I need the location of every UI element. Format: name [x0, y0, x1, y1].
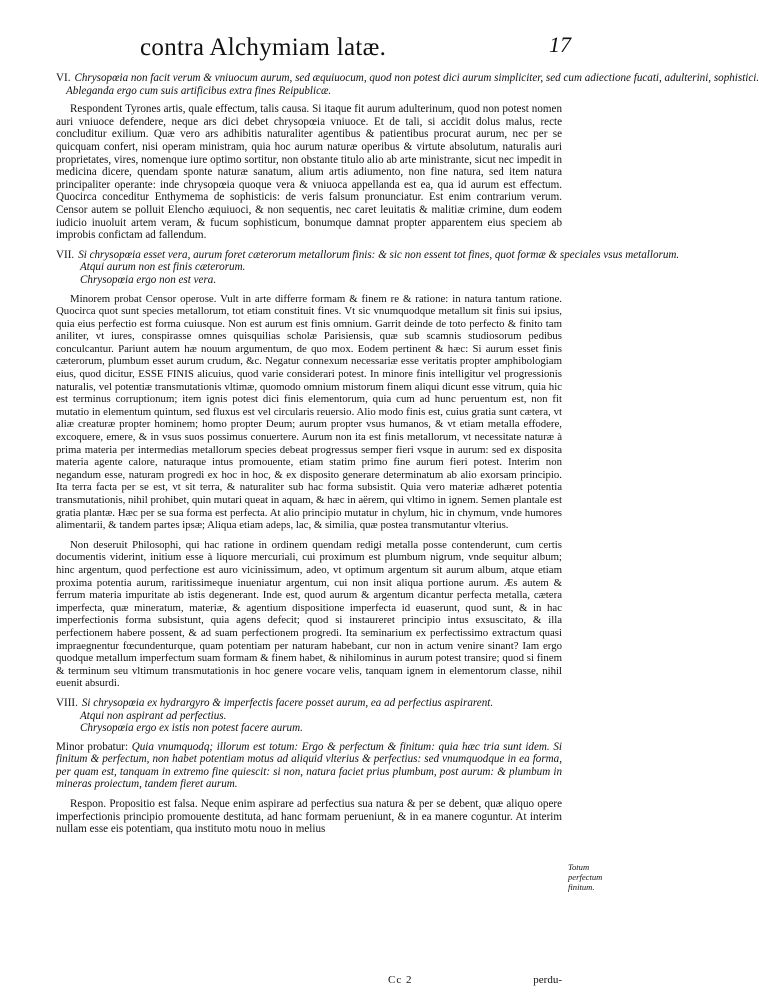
syllogism-vi-label: VI.	[56, 72, 71, 84]
syllogism-viii-major-line	[56, 697, 562, 710]
syllogism-viii-major: Si chrysopœia ex hydrargyro & imperfectis facere posset aurum, ea ad perfectius aspirarent.	[81, 696, 494, 709]
body-column	[56, 72, 759, 843]
syllogism-vi-major-line	[56, 72, 759, 85]
syllogism-viii-label: VIII.	[56, 696, 78, 709]
syllogism-vi	[56, 72, 759, 97]
paragraph-minorem-probat: Minorem probat Censor operose. Vult in arte differre formam & finem re & ratione: in natura tantum ratione. Quocirca quot sunt species metallorum, tot etiam constituit fines. Vt sic vnumquodque metallum sit finis sui ipsius, quia eius perfectio est forma cuiusque. Non est aurum est finis omnium. Garrit deinde de toto perfecto & finito tam aniliter, vt iures, conspirasse omnes quisquilias scholæ Parisiensis, quæ sub scamnis studiosorum pedibus conculcantur. Pariunt autem hæ nouum argumentum, de quo mox. Eodem pertinent & hæc: Si aurum esset finis cæterorum, plumbum esset aurum crudum, &c. Negatur connexum necessariæ esse veritatis propter amphibologiam eius, quod dicitur, ESSE FINIS alicuius, quod varie considerari potest. In minore finis intelligitur vel progressionis naturalis, vel potentiæ transmutationis vltimæ, quomodo omnium mistorum finem aliqui dicunt esse vitrum, quia hic est terminus corruptionum; item ignis potest dici finis elementorum, quia cum ad hunc peruentum est, non fit mutatio in elementum quintum, sed fluxus est vel circularis reuersio. Alio modo finis est, cuius gratia sunt cætera, vt aliæ creaturæ propter hominem; homo propter Deum; aurum propter vsus humanos, & vt etiam metalla effodere, excoquere, emere, & in vsus suos possimus conuertere. Aurum non ita est finis metallorum, vt necessitate naturæ à prima materia per intermedias metallorum species debeat progressus semper fieri vsque in aurum: sed ex disposita materia agente calore, naturaque intus promouente, etiam statim primo fine aurum fieri potest. Interim non negandum esse, naturam progredi ex hoc in hoc, & ex disposito generare determinatum ab alio exorsam principio. Ita terra facta per se est, vt sit terra, & naturaliter sub hac forma subsistit. Quia vero materiæ adhæret potentia transmutationis, nihil prohibet, quin mutari queat in aquam, & hæc in aërem, qui vltimo in ignem. Semen plantale est gratia plantæ. Hæc per se sua forma est perfecta. At alio principio mutatur in chylum, hic in chymum, vnde humores alimentarii, & tandem partes ipsæ; Aliqua etiam adeps, lac, & similia, quæ postea transmutantur vlterius.	[56, 292, 562, 532]
running-head	[140, 34, 579, 74]
syllogism-viii-conclusion: Chrysopœia ergo ex istis non potest facere aurum.	[80, 722, 303, 735]
catchword: perdu-	[533, 974, 562, 986]
signature-mark: Cc 2	[388, 974, 413, 986]
paragraph-non-deseruit: Non deseruit Philosophi, qui hac ratione in ordinem quendam redigi metalla posse contenderunt, cum certis documentis viderint, initium esse à liquore mercuriali, cui proximum est plumbum nigrum, vnde sequitur album; hinc argentum, quod perfectione est auro vicinissimum, adeo, vt optimum argentum sit aurum album, atque etiam proxima potentia aurum, raritissimeque inueniatur argentum, cui non insit aliqua portione aurum. Æs autem & ferrum materia impuritate ab istis degenerant. Inde est, quod aurum & argentum dicantur perfecta metalla, cætera imperfecta, quæ mineratum, materiæ, & agentium dispositione imperfecta id euaserunt, quod sunt, & in hac imperfectionis forma subsistunt, quia agens defecit; quod si instaureret principio intus exsuscitato, & illa perfectionem habere possent, & ad suam perfectionem progredi. Ita seminarium ex perfectissimo extractum quasi impraegnentur fœcundenturque, quam potentiam per naturam habebant, cur non in actum venire sinant? Iam ergo quodque metallum imperfectum suam formam & finem habet, & nihilominus in aurum potest transire; quod si finem & terminum seu vltimum transmutationis in hoc genere vocare velis, tanquam ignem in elementorum classe, nihil euenit absurdi.	[56, 538, 562, 690]
syllogism-vii-minor: Atqui aurum non est finis cæterorum.	[80, 261, 246, 274]
paragraph-responsio-1: Respondent Tyrones artis, quale effectum, talis causa. Si itaque fit aurum adulterinum, quod non potest nomen auri vniuoce defendere, neque ars dici debet chrysopœia vniuoce. Et de tali, si accidit dolus malus, recte concluditur exilium. Quæ vero ars adhibitis naturaliter agentibus & patientibus procurat aurum, nec per se quicquam confert, nisi operam ministram, quia hoc aurum naturæ operibus & virtute absolutum, naturalis auri proprietates, vires, nomenque iure optimo sortitur, non obstante titulo alio ab arte ministrante, sicut nec impedit in medicina dicere, quendam sponte naturæ sanatum, alium artis adiumento, non fine natura, sed item natura principaliter operante: inde chrysopœia quoque vera & vniuoca appellanda est ea, qua id aurum est effectum. Quocirca conceditur Enthymema de sophisticis: de veris falsum pronunciatur. Est enim contrarium verum. Censor autem se polluit Elencho æquiuoci, & non sequentis, nec caret leuitatis & malitiæ crimine, dum eodem iudicio inuoluit artem veram, & fucum sophisticum, bonumque damnat propter apparentem eius speciem ab improbis confictam ad fallendum.	[56, 103, 562, 242]
minor-probatur-block	[56, 741, 562, 791]
minor-probatur-text: Quia vnumquodq; illorum est totum: Ergo & perfectum & finitum: quia hæc tria sunt idem. Si finitum & perfectum, non habet potentiam motus ad aliquid vlterius & perfectius: sed vnumquodque in ea forma, per quam est, tanquam in extremo fine quiescit: si non, natura faciet prius plumbum, post aurum: & plumbum in mineras proiectum, tandem fieret aurum.	[56, 740, 562, 791]
syllogism-vii	[56, 248, 680, 287]
syllogism-vii-label: VII.	[56, 248, 75, 261]
syllogism-vii-major-line	[56, 248, 680, 262]
margin-note: Totum perfectum finitum.	[568, 862, 603, 892]
syllogism-viii-minor: Atqui non aspirant ad perfectius.	[80, 709, 227, 722]
running-title: contra Alchymiam latæ.	[140, 34, 387, 61]
minor-probatur-lead: Minor probatur:	[56, 740, 129, 753]
syllogism-vii-major: Si chrysopœia esset vera, aurum foret cæterorum metallorum finis: & sic non essent tot fines, quot formæ & speciales vsus metallorum.	[78, 248, 680, 261]
page-number: 17	[549, 32, 571, 57]
paragraph-respon: Respon. Propositio est falsa. Neque enim aspirare ad perfectius sua natura & per se debent, quæ aliquo opere imperfectionis principio promouente destituta, ad hanc formam perueniunt, & in ea manere coguntur. At interim nullam esse eis potentiam, qua instituto motu nouo in melius	[56, 798, 562, 836]
syllogism-vi-major: Chrysopœia non facit verum & vniuocum aurum, sed æquiuocum, quod non potest dici aurum simpliciter, sed cum adiectione fucati, adulterini, sophistici.	[74, 72, 759, 84]
syllogism-vii-conclusion: Chrysopœia ergo non est vera.	[80, 273, 217, 286]
footer-line	[56, 974, 562, 988]
syllogism-vi-conclusion: Ableganda ergo cum suis artificibus extra fines Reipublicæ.	[66, 84, 332, 97]
syllogism-viii	[56, 697, 562, 735]
